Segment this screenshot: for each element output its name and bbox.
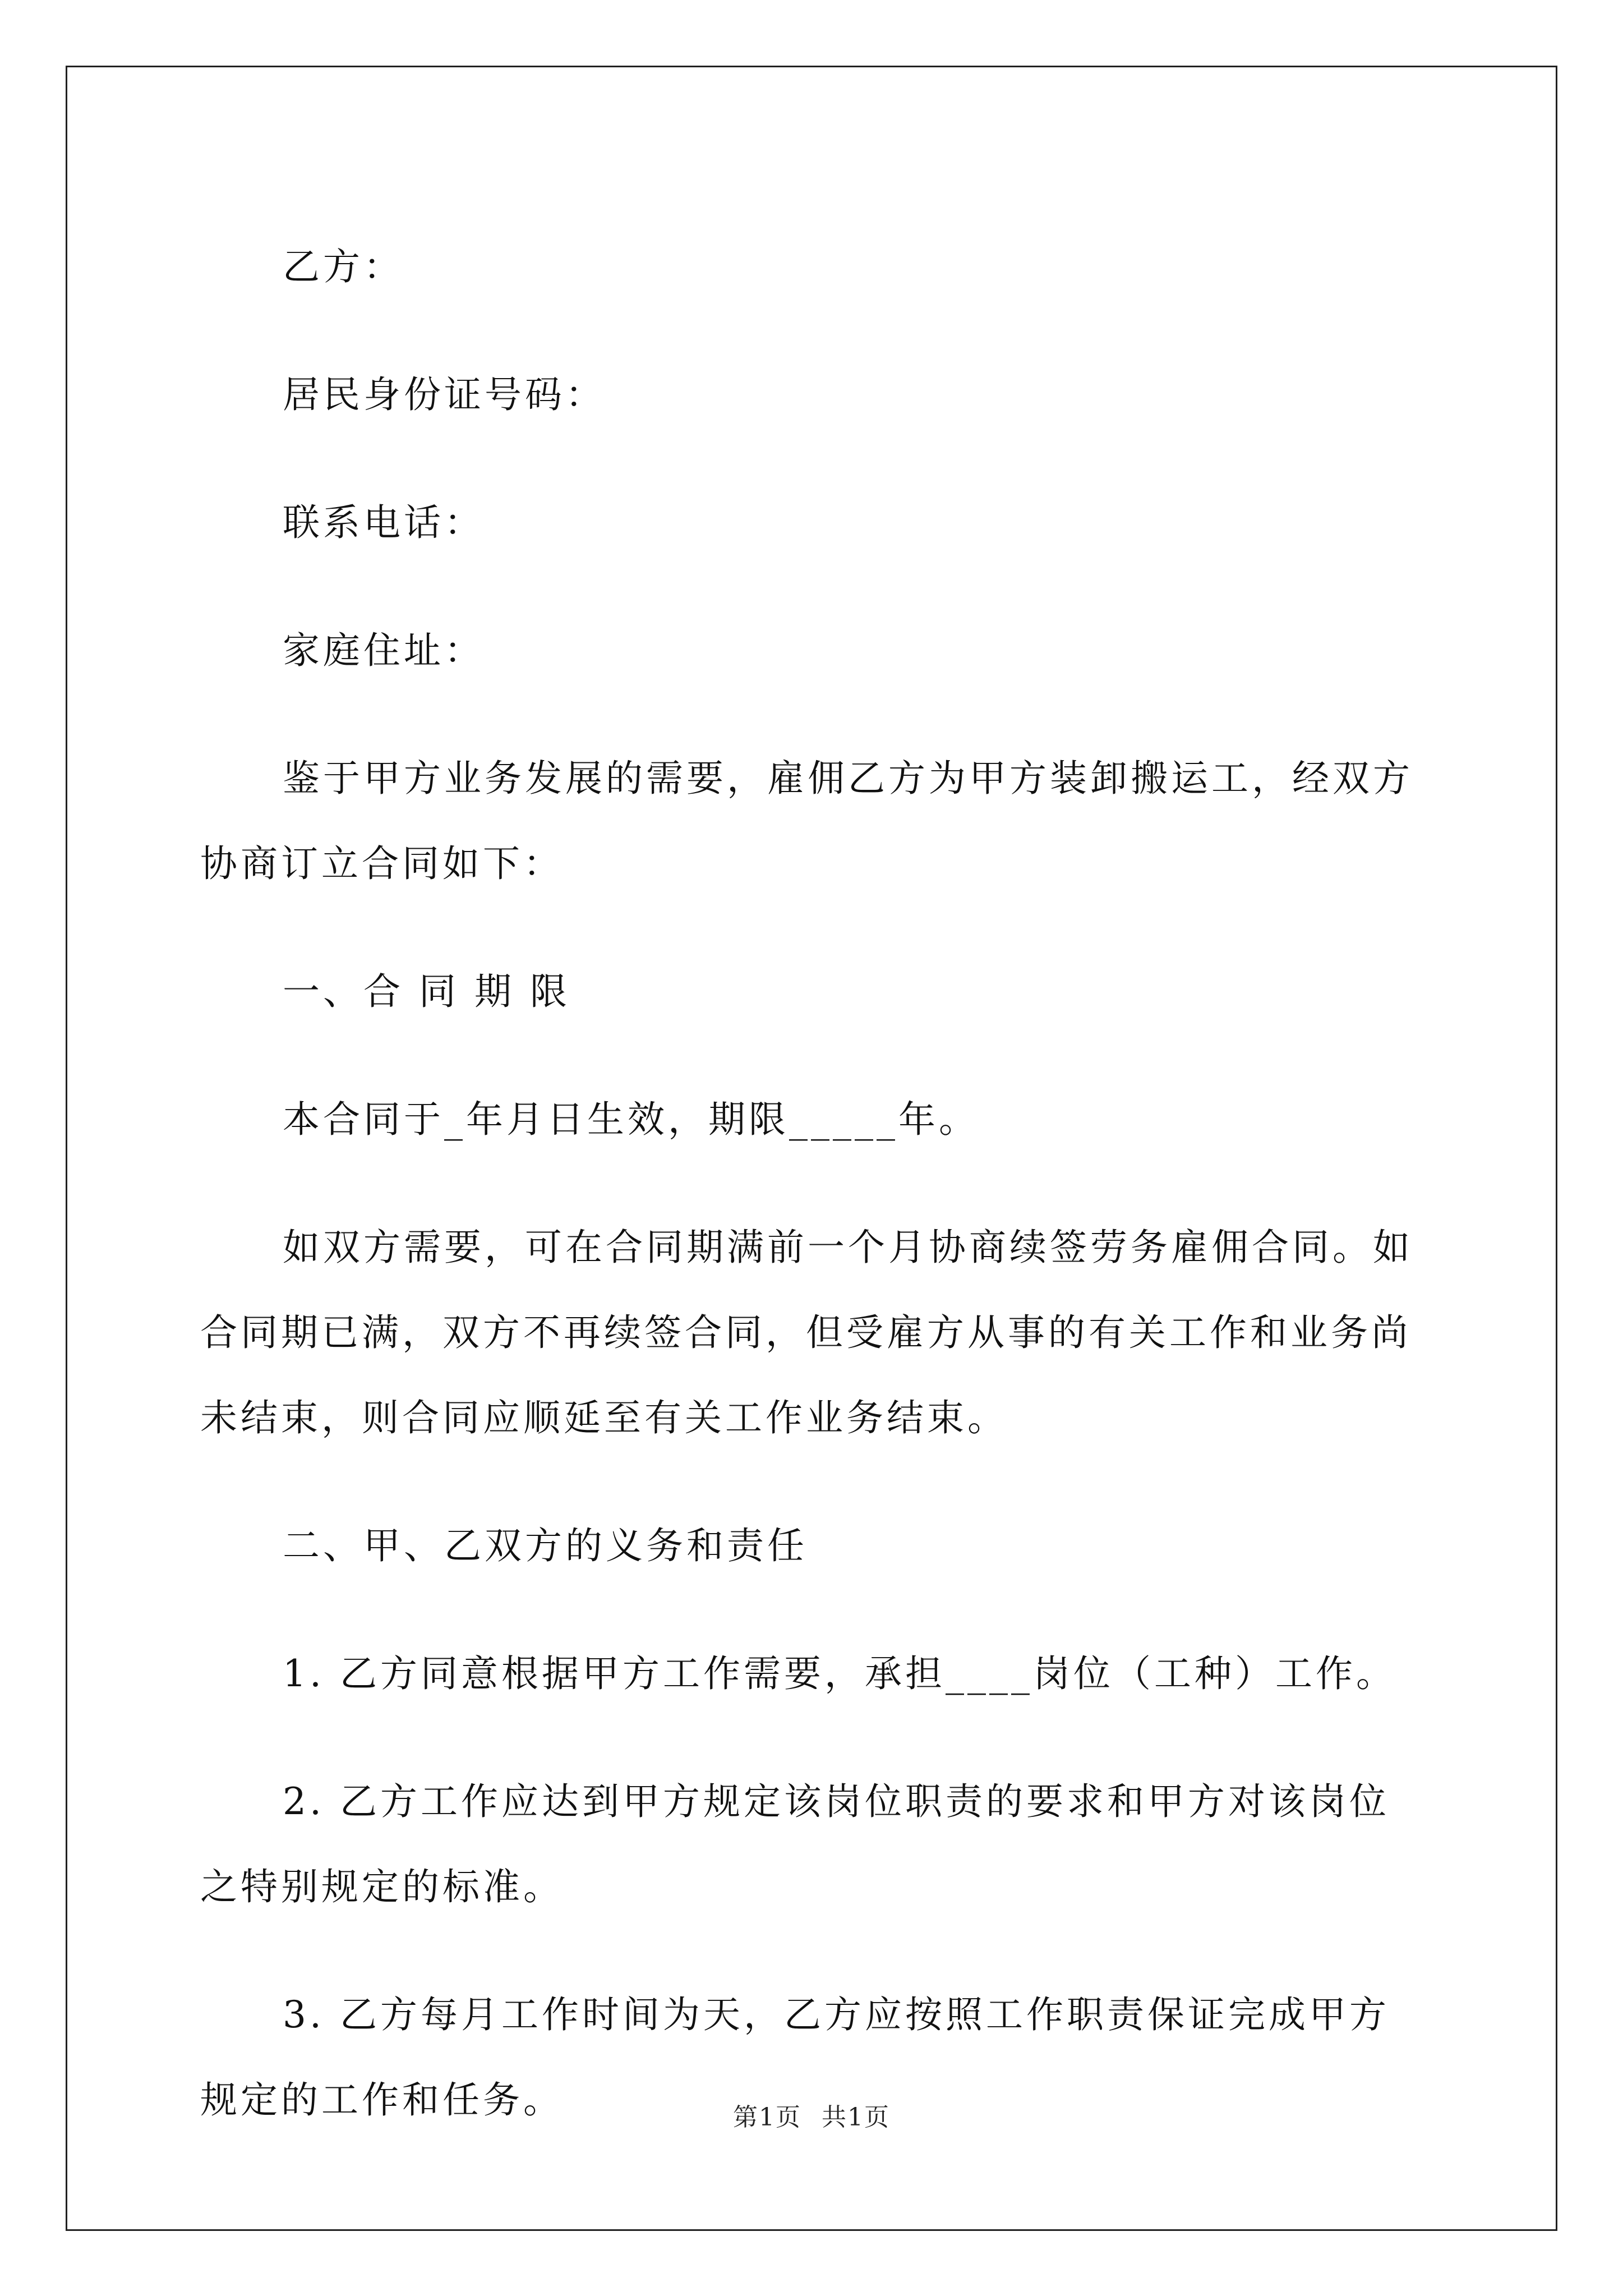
clause-2: 2. 乙方工作应达到甲方规定该岗位职责的要求和甲方对该岗位之特别规定的标准。 xyxy=(200,1780,1390,1908)
page-number-total: 共1页 xyxy=(822,2103,890,2132)
section-heading-term: 一、合 同 期 限 xyxy=(283,970,570,1013)
phone-label: 联系电话： xyxy=(283,501,485,544)
address-label: 家庭住址： xyxy=(283,629,485,672)
clause-1: 1. 乙方同意根据甲方工作需要，承担____岗位（工种）工作。 xyxy=(283,1652,1396,1695)
page-number-current: 第1页 xyxy=(733,2103,801,2132)
section-heading-obligations: 二、甲、乙双方的义务和责任 xyxy=(283,1524,808,1567)
party-b-label: 乙方： xyxy=(283,245,404,288)
preamble-paragraph: 鉴于甲方业务发展的需要，雇佣乙方为甲方装卸搬运工，经双方协商订立合同如下： xyxy=(200,757,1413,885)
page-footer xyxy=(0,2097,1623,2133)
renewal-paragraph: 如双方需要，可在合同期满前一个月协商续签劳务雇佣合同。如合同期已满，双方不再续签合同，但受雇方从事的有关工作和业务尚未结束，则合同应顺延至有关工作业务结束。 xyxy=(200,1226,1413,1439)
document-body xyxy=(200,224,1428,2185)
term-paragraph: 本合同于_年月日生效，期限_____年。 xyxy=(283,1098,979,1141)
id-number-label: 居民身份证号码： xyxy=(283,373,606,416)
clause-3: 3. 乙方每月工作时间为天，乙方应按照工作职责保证完成甲方规定的工作和任务。 xyxy=(200,1993,1390,2122)
